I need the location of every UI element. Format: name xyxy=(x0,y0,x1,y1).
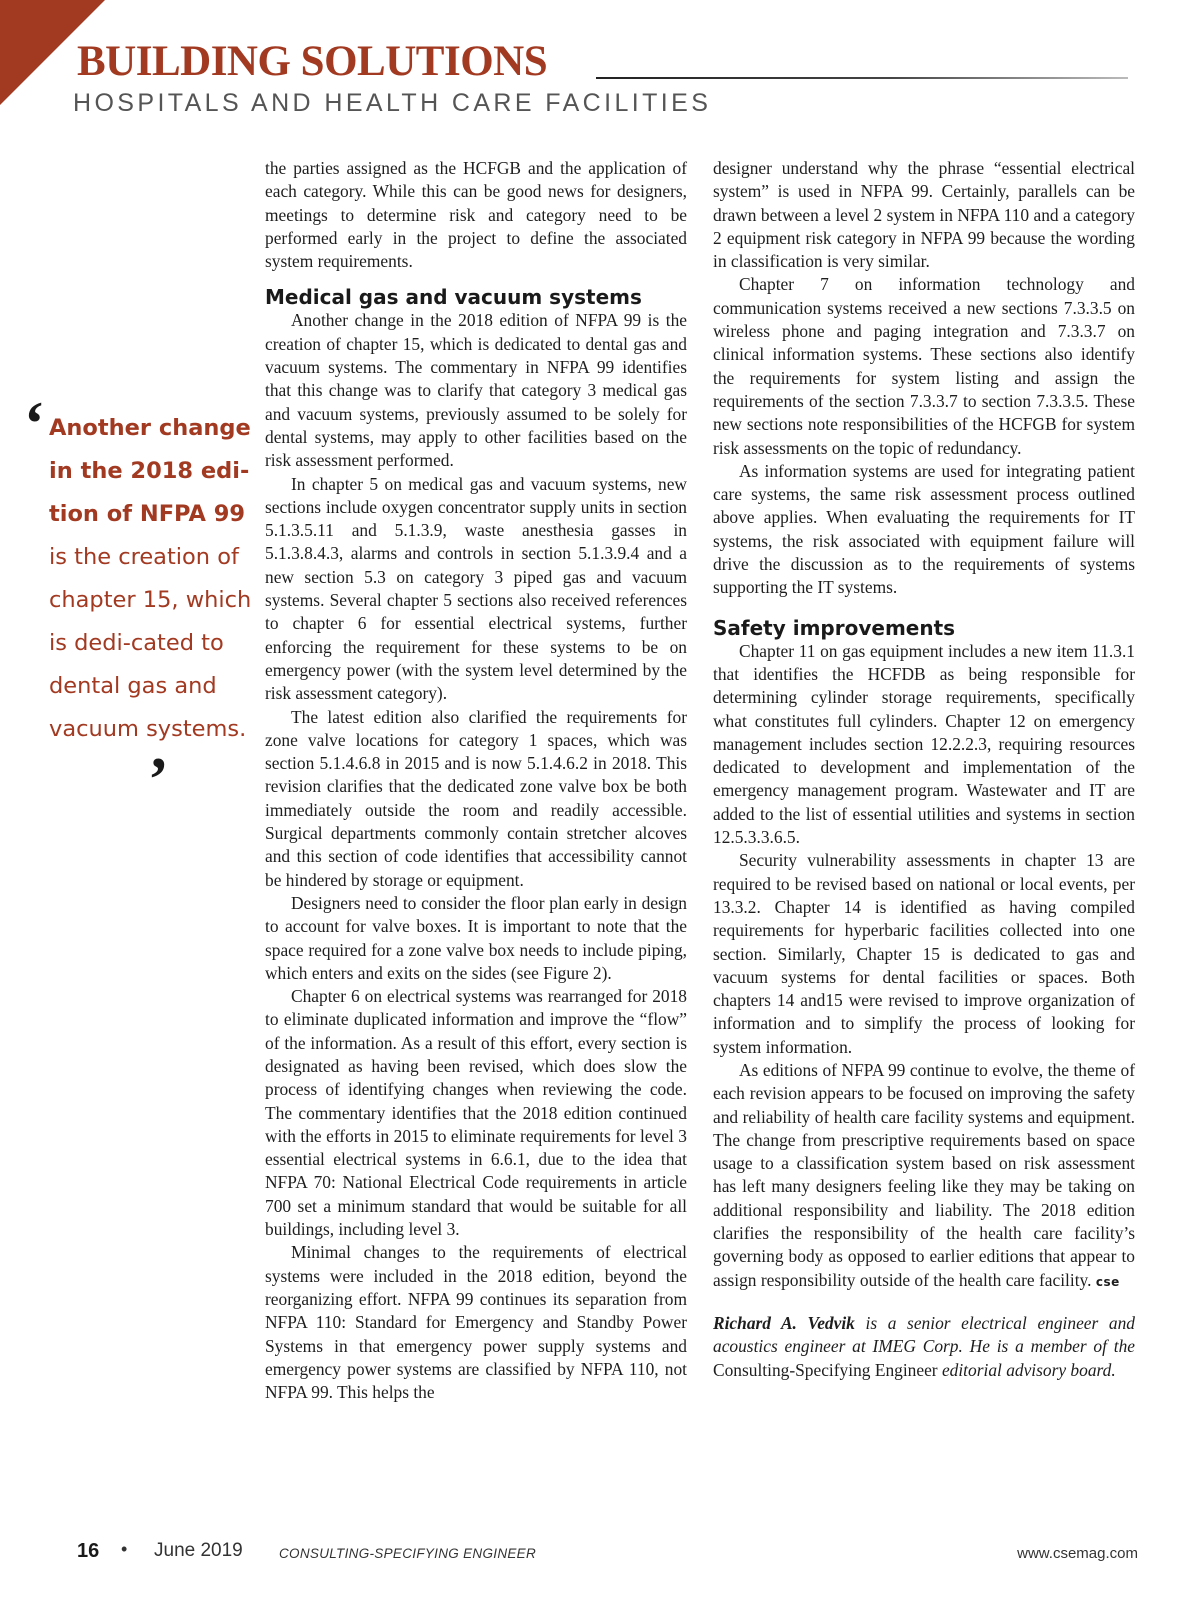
paragraph: Another change in the 2018 edition of NFPA 99 is the creation of chapter 15, which is dedicated to dental gas and vacuum systems. The commentary in NFPA 99 identifies that this change was to clarify that category 3 medical gas and vacuum systems, previously assumed to be solely for dental systems, may apply to other facilities based on the risk assessment performed. xyxy=(265,310,687,471)
paragraph: As information systems are used for integrating patient care systems, the same risk assessment process outlined above applies. When evaluating the requirements for IT systems, the risk associated with equipment failure will drive the discussion as to the requirements of systems supporting the IT systems. xyxy=(713,460,1135,598)
subheading-safety: Safety improvements xyxy=(713,615,956,640)
paragraph: designer understand why the phrase “essential electrical system” is used in NFPA 99. Certainly, parallels can be drawn between a level 2 system in NFPA 110 and a category 2 equipment risk category in NFPA 99 because the wording in classification is very similar. xyxy=(713,158,1135,272)
section-title: BUILDING SOLUTIONS xyxy=(77,38,548,85)
cse-end-mark: cse xyxy=(1095,1274,1120,1289)
subheading-medical-gas: Medical gas and vacuum systems xyxy=(265,285,642,310)
issue-date: June 2019 xyxy=(154,1540,243,1561)
author-bio-magazine: Consulting-Specifying Engineer xyxy=(713,1359,938,1380)
pull-quote-text xyxy=(49,407,264,751)
author-name: Richard A. Vedvik xyxy=(713,1312,855,1333)
article-column-left xyxy=(265,157,687,1404)
footer-bullet: • xyxy=(121,1539,128,1559)
paragraph: The latest edition also clarified the requirements for zone valve locations for category 1 spaces, which was section 5.1.4.6.8 in 2015 and is now 5.1.4.6.2 in 2018. This revision clarifies that the dedicated zone valve box be both immediately outside the room and readily accessible. Surgical departments commonly contain stretcher alcoves and this section of code identifies that accessibility cannot be hindered by storage or equipment. xyxy=(265,706,687,890)
paragraph: Chapter 11 on gas equipment includes a new item 11.3.1 that identifies the HCFDB as being responsible for determining cylinder storage requirements, specifically what constitutes full cylinders. Chapter 12 on emergency management includes section 12.2.2.3, requiring resources dedicated to development and implementation of the emergency management program. Wastewater and IT are added to the list of essential utilities and systems in section 12.5.3.3.6.5. xyxy=(713,640,1135,848)
paragraph: Minimal changes to the requirements of electrical systems were included in the 2018 edition, beyond the reorganizing effort. NFPA 99 continues its separation from NFPA 110: Standard for Emergency and Standby Power Systems in that emergency power supply systems and emergency power systems are classified by NFPA 110, not NFPA 99. This helps the xyxy=(265,1242,687,1403)
pull-quote-bold-text: Another change in the 2018 edi-tion of NFPA 99 xyxy=(49,415,251,527)
section-subtitle: HOSPITALS AND HEALTH CARE FACILITIES xyxy=(73,89,712,117)
paragraph: Security vulnerability assessments in chapter 13 are required to be revised based on national or local events, per 13.3.2. Chapter 14 is identified as having compiled requirements for hyperbaric facilities collected into one section. Similarly, Chapter 15 is dedicated to gas and vacuum systems for dental facilities or spaces. Both chapters 14 and15 were revised to improve organization of information and to simplify the process of looking for system information. xyxy=(713,850,1135,1057)
close-quote-mark: ’ xyxy=(148,746,169,814)
paragraph: Designers need to consider the floor plan early in design to account for valve boxes. It is important to note that the space required for a zone valve box needs to include piping, which enters and exits on the sides (see Figure 2). xyxy=(265,892,687,983)
paragraph: the parties assigned as the HCFGB and the application of each category. While this can be good news for designers, meetings to determine risk and category need to be performed early in the project to define the associated system requirements. xyxy=(265,158,687,272)
open-quote-mark: ‘ xyxy=(24,390,45,458)
paragraph-final-text: As editions of NFPA 99 continue to evolve, the theme of each revision appears to be focused on improving the safety and reliability of health care facility systems and equipment. The change from prescriptive requirements based on space usage to a classification system based on risk assessment has left many designers feeling like they may be taking on additional responsibility and liability. The 2018 edition clarifies the responsibility of the health care facility’s governing body as opposed to earlier editions that appear to assign responsibility outside of the health care facility. xyxy=(713,1059,1135,1290)
paragraph-final xyxy=(713,1059,1135,1294)
paragraph: In chapter 5 on medical gas and vacuum systems, new sections include oxygen concentrator supply units in section 5.1.3.5.11 and 5.1.3.9, waste anesthesia gasses in 5.1.3.8.4.3, alarms and controls in section 5.1.3.9.4 and a new section 5.3 on category 3 piped gas and vacuum systems. Several chapter 5 sections also received references to chapter 6 for essential electrical systems, further enforcing the requirement for these systems to be on emergency power (with the system level determined by the risk assessment category). xyxy=(265,473,687,704)
magazine-name: CONSULTING-SPECIFYING ENGINEER xyxy=(279,1546,537,1561)
paragraph: Chapter 6 on electrical systems was rearranged for 2018 to eliminate duplicated information and improve the “flow” of the information. As a result of this effort, every section is designated as having been revised, which does slow the process of identifying changes when reviewing the code. The commentary identifies that the 2018 edition continued with the efforts in 2015 to eliminate requirements for level 3 essential electrical systems in 6.6.1, due to the idea that NFPA 70: National Electrical Code requirements in article 700 set a minimum standard that would be suitable for all buildings, including level 3. xyxy=(265,986,687,1240)
title-rule xyxy=(596,77,1128,79)
article-column-right xyxy=(713,157,1135,1382)
website-url: www.csemag.com xyxy=(1017,1545,1138,1562)
author-bio xyxy=(713,1312,1135,1382)
paragraph: Chapter 7 on information technology and communication systems received a new sections 7.3.3.5 on wireless phone and paging integration and 7.3.3.7 on clinical information systems. These sections also identify the requirements for system listing and assign the requirements of the section 7.3.3.7 to section 7.3.3.5. These new sections note responsibilities of the HCFGB for system risk assessments on the topic of redundancy. xyxy=(713,274,1135,458)
page-number: 16 xyxy=(77,1540,100,1562)
author-bio-text-1: is a senior electrical engineer and acoustics engineer at IMEG Corp. He is a member of the xyxy=(713,1312,1136,1357)
pull-quote-regular-text: is the creation of chapter 15, which is dedi-cated to dental gas and vacuum systems. xyxy=(49,544,252,742)
author-bio-text-2: editorial advisory board. xyxy=(937,1359,1116,1380)
